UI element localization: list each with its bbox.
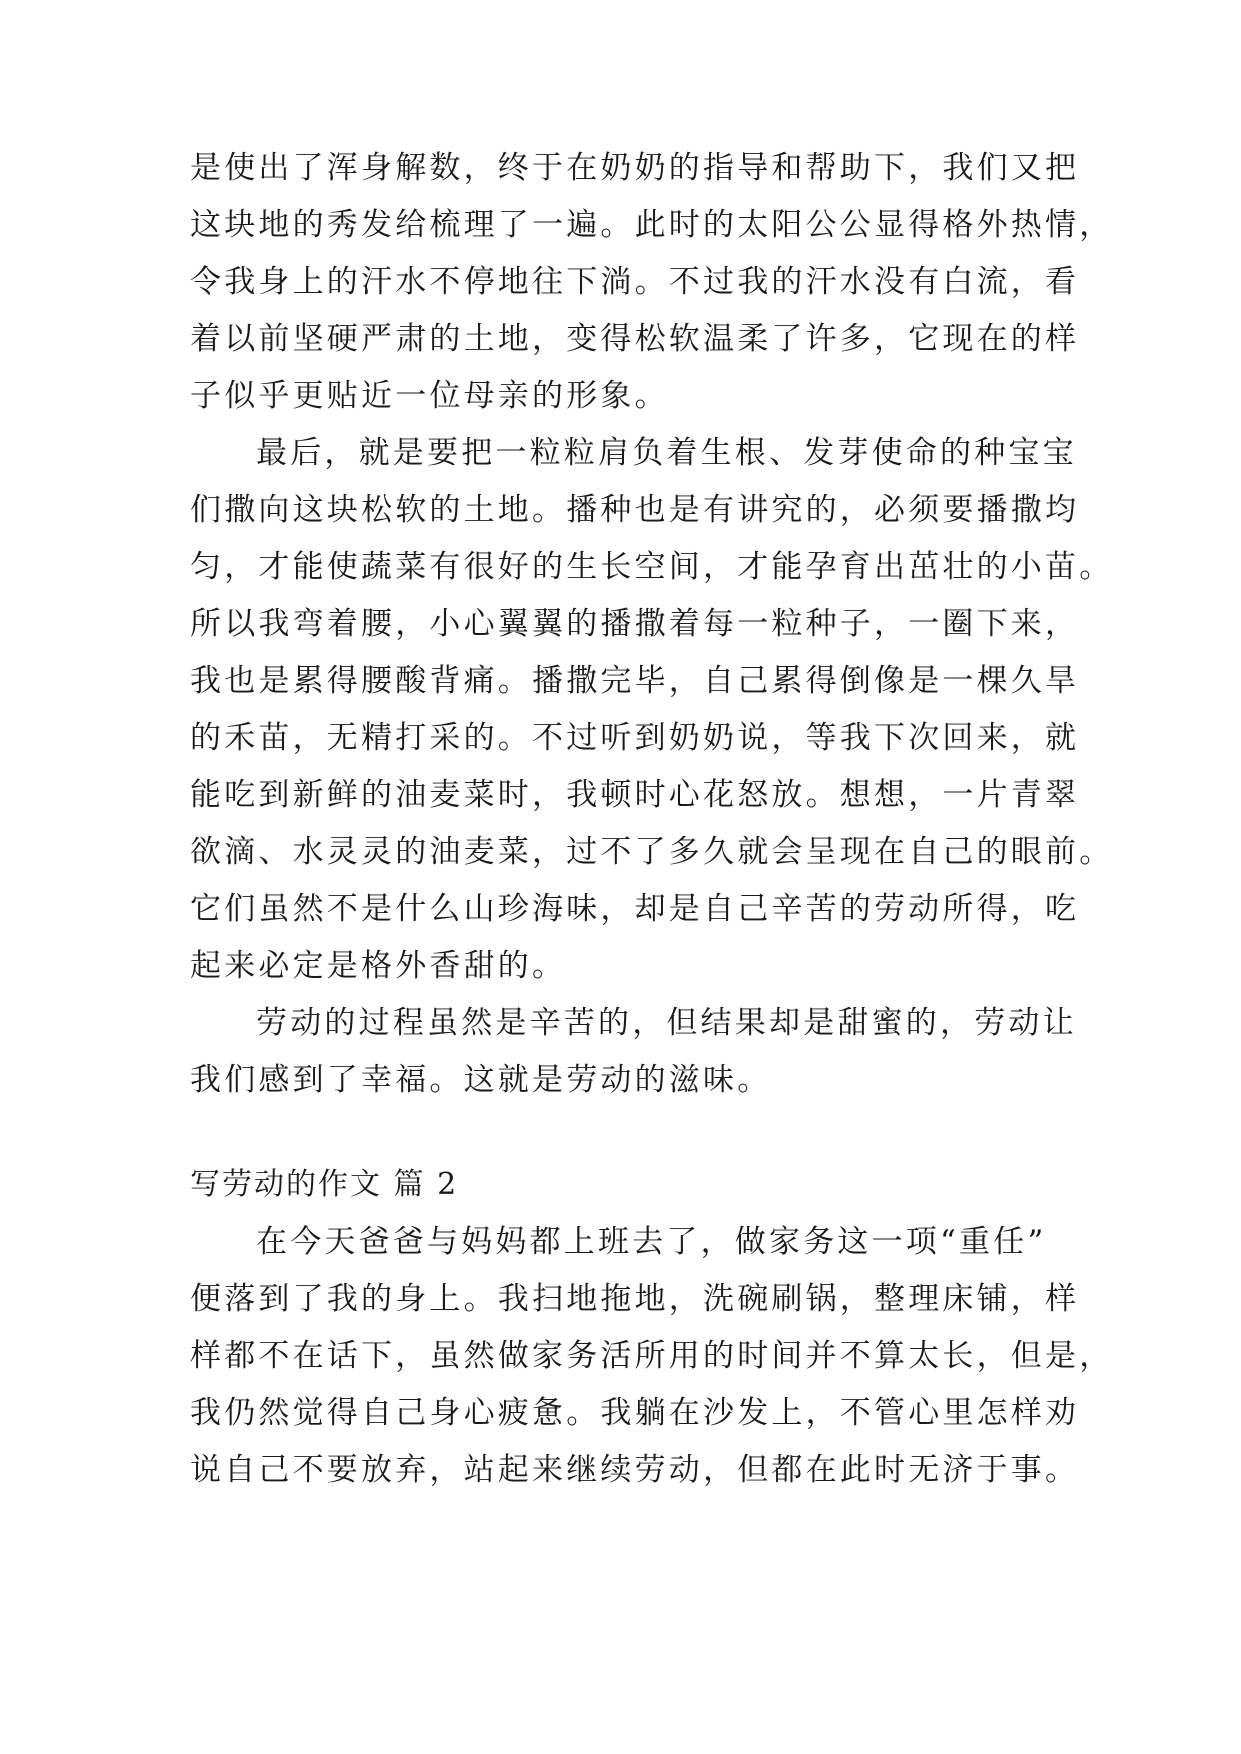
text-line: 匀，才能使蔬菜有很好的生长空间，才能孕育出茁壮的小苗。: [190, 549, 1114, 585]
text-line: 在今天爸爸与妈妈都上班去了，做家务这一项“重任”: [256, 1224, 1047, 1260]
text-line: 说自己不要放弃，站起来继续劳动，但都在此时无济于事。: [190, 1452, 1080, 1488]
text-line: 能吃到新鲜的油麦菜时，我顿时心花怒放。想想，一片青翠: [190, 777, 1080, 813]
text-line: 们撒向这块松软的土地。播种也是有讲究的，必须要播撒均: [190, 492, 1080, 528]
text-line: 欲滴、水灵灵的油麦菜，过不了多久就会呈现在自己的眼前。: [190, 834, 1114, 870]
text-line: 便落到了我的身上。我扫地拖地，洗碗刷锅，整理床铺，样: [190, 1281, 1080, 1317]
text-line: 起来必定是格外香甜的。: [190, 948, 567, 984]
text-line: 着以前坚硬严肃的土地，变得松软温柔了许多，它现在的样: [190, 321, 1080, 357]
text-line: 所以我弯着腰，小心翼翼的播撒着每一粒种子，一圈下来，: [190, 606, 1080, 642]
text-line: 子似乎更贴近一位母亲的形象。: [190, 378, 669, 414]
text-line: 它们虽然不是什么山珍海味，却是自己辛苦的劳动所得，吃: [190, 891, 1080, 927]
text-line: 最后，就是要把一粒粒肩负着生根、发芽使命的种宝宝: [256, 435, 1077, 471]
section-title: 写劳动的作文 篇 2: [190, 1167, 459, 1202]
text-line: 这块地的秀发给梳理了一遍。此时的太阳公公显得格外热情，: [190, 207, 1114, 243]
text-line: 的禾苗，无精打采的。不过听到奶奶说，等我下次回来，就: [190, 720, 1080, 756]
text-line: 劳动的过程虽然是辛苦的，但结果却是甜蜜的，劳动让: [256, 1005, 1077, 1041]
text-line: 我也是累得腰酸背痛。播撒完毕，自己累得倒像是一棵久旱: [190, 663, 1080, 699]
text-line: 样都不在话下，虽然做家务活所用的时间并不算太长，但是，: [190, 1338, 1114, 1374]
text-line: 我仍然觉得自己身心疲惫。我躺在沙发上，不管心里怎样劝: [190, 1395, 1080, 1431]
text-line: 是使出了浑身解数，终于在奶奶的指导和帮助下，我们又把: [190, 150, 1080, 186]
text-line: 我们感到了幸福。这就是劳动的滋味。: [190, 1062, 772, 1098]
text-line: 令我身上的汗水不停地往下淌。不过我的汗水没有白流，看: [190, 264, 1080, 300]
